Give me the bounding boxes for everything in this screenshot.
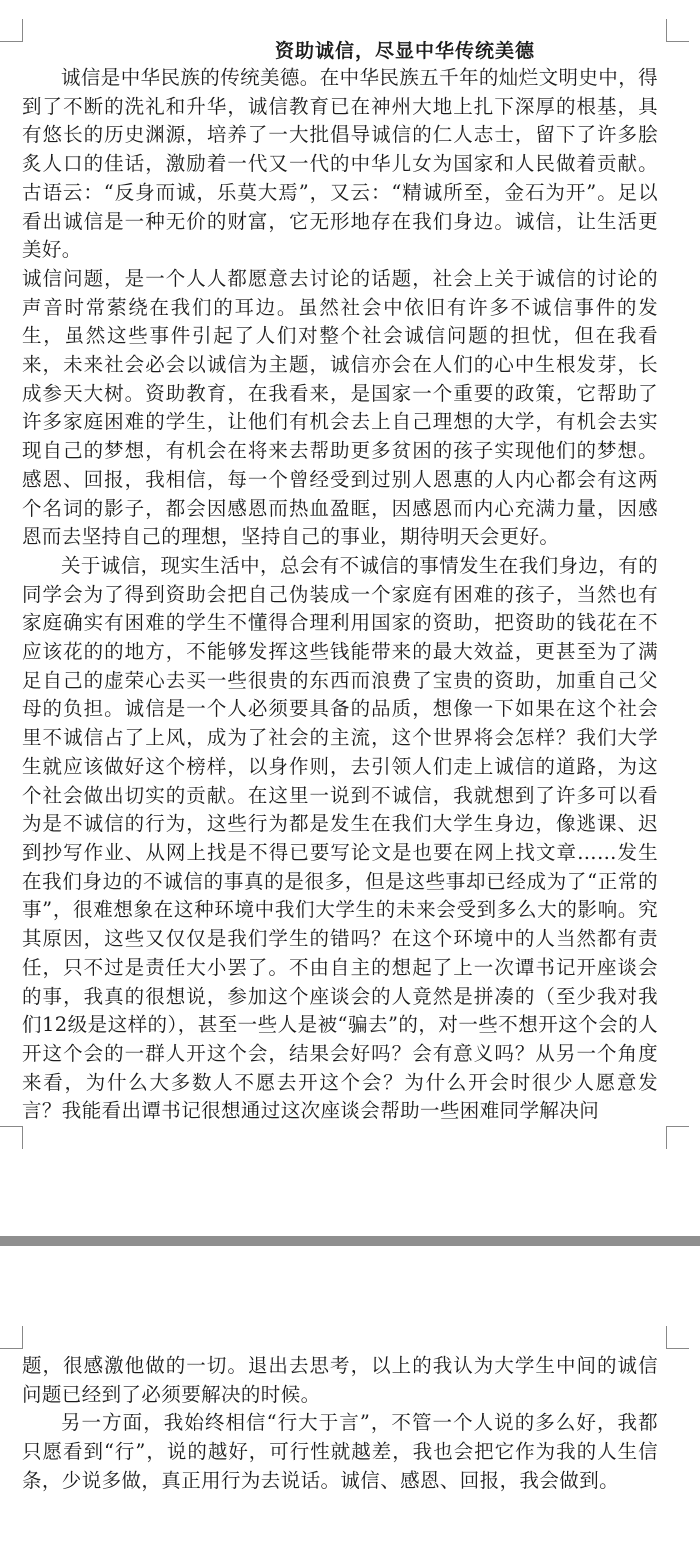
paragraph-1: 诚信是中华民族的传统美德。在中华民族五千年的灿烂文明史中，得到了不断的洗礼和升华，诚信教育已在神州大地上扎下深厚的根基，具有悠长的历史渊源，培养了一大批倡导诚信的仁人志士，留下了许多脍炙人口的佳话，激励着一代又一代的中华儿女为国家和人民做着贡献。古语云：“反身而诚，乐莫大焉”，又云：“精诚所至，金石为开”。足以看出诚信是一种无价的财富，它无形地存在我们身边。诚信，让生活更美好。 bbox=[22, 66, 659, 262]
document-body-page-2 bbox=[22, 1352, 658, 1496]
paragraph-3: 关于诚信，现实生活中，总会有不诚信的事情发生在我们身边，有的同学会为了得到资助会把自己伪装成一个家庭有困难的孩子，当然也有家庭确实有困难的学生不懂得合理利用国家的资助，把资助的钱花在不应该花的的地方，不能够发挥这些钱能带来的最大效益，更甚至为了满足自己的虚荣心去买一些很贵的东西而浪费了宝贵的资助，加重自己父母的负担。诚信是一个人必须要具备的品质，想像一下如果在这个社会里不诚信占了上风，成为了社会的主流，这个世界将会怎样？我们大学生就应该做好这个榜样，以身作则，去引领人们走上诚信的道路，为这个社会做出切实的贡献。在这里一说到不诚信，我就想到了许多可以看为是不诚信的行为，这些行为都是发生在我们大学生身边，像逃课、迟到抄写作业、从网上找是不得已要写论文是也要在网上找文章……发生在我们身边的不诚信的事真的是很多，但是这些事却已经成为了“正常的事”，很难想象在这种环境中我们大学生的未来会受到多么大的影响。究其原因，这些又仅仅是我们学生的错吗？在这个环境中的人当然都有责任，只不过是责任大小罢了。不由自主的想起了上一次谭书记开座谈会的事，我真的很想说，参加这个座谈会的人竟然是拼凑的（至少我对我们12级是这样的），甚至一些人是被“骗去”的，对一些不想开这个会的人开这个会的一群人开这个会，结果会好吗？会有意义吗？从另一个角度来看，为什么大多数人不愿去开这个会？为什么开会时很少人愿意发言？我能看出谭书记很想通过这次座谈会帮助一些困难同学解决问 bbox=[22, 553, 659, 1123]
margin-corner-bottom-left bbox=[0, 1126, 23, 1149]
margin-corner-bottom-right bbox=[666, 1126, 689, 1149]
paragraph-4: 另一方面，我始终相信“行大于言”，不管一个人说的多么好，我都只愿看到“行”，说的越好，可行性就越差，我也会把它作为我的人生信条，少说多做，真正用行为去说话。诚信、感恩、回报，我会做到。 bbox=[22, 1411, 658, 1492]
margin-corner-top-right-2 bbox=[666, 1326, 689, 1349]
document-page-2 bbox=[0, 1246, 700, 1546]
paragraph-3-continued: 题，很感激他做的一切。退出去思考，以上的我认为大学生中间的诚信问题已经到了必须要解决的时候。 bbox=[22, 1354, 658, 1406]
document-body-page-1 bbox=[22, 64, 658, 1126]
page-break-separator bbox=[0, 1236, 700, 1246]
paragraph-2: 诚信问题，是一个人人都愿意去讨论的话题，社会上关于诚信的讨论的声音时常萦绕在我们的耳边。虽然社会中依旧有许多不诚信事件的发生，虽然这些事件引起了人们对整个社会诚信问题的担忧，但在我看来，未来社会必会以诚信为主题，诚信亦会在人们的心中生根发芽，长成参天大树。资助教育，在我看来，是国家一个重要的政策，它帮助了许多家庭困难的学生，让他们有机会去上自己理想的大学，有机会去实现自己的梦想，有机会在将来去帮助更多贫困的孩子实现他们的梦想。感恩、回报，我相信，每一个曾经受到过别人恩惠的人内心都会有这两个名词的影子，都会因感恩而热血盈眶，因感恩而内心充满力量，因感恩而去坚持自己的理想，坚持自己的事业，期待明天会更好。 bbox=[22, 266, 658, 549]
document-title: 资助诚信，尽显中华传统美德 bbox=[274, 40, 535, 62]
margin-corner-top-left-2 bbox=[0, 1326, 23, 1349]
